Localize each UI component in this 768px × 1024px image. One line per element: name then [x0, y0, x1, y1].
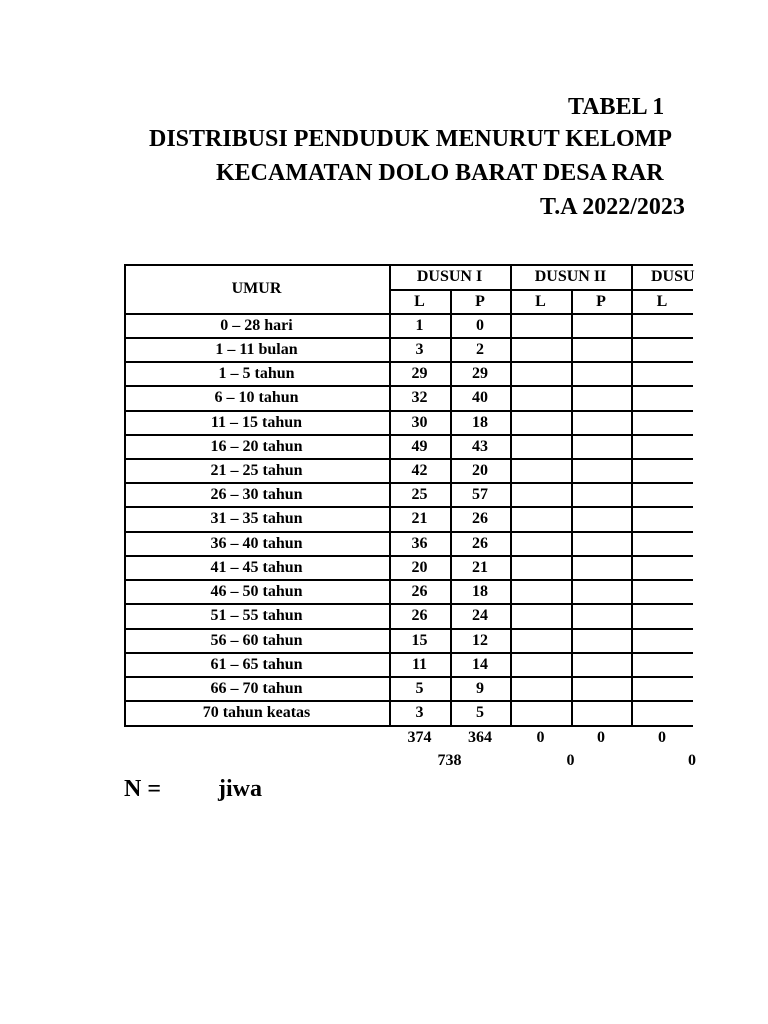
dusun-1-p-value: 57	[472, 486, 488, 503]
dusun-1-l-value: 3	[415, 341, 424, 358]
dusun-1-l-value: 3	[415, 704, 424, 721]
sub-header-l: L	[535, 293, 546, 310]
age-group-label: 41 – 45 tahun	[210, 559, 303, 576]
column-total: 0	[658, 729, 666, 746]
column-divider	[510, 264, 512, 727]
dusun-1-p-value: 18	[472, 583, 488, 600]
dusun-1-p-value: 0	[476, 317, 484, 334]
dusun-1-p-value: 2	[476, 341, 484, 358]
dusun-1-p-value: 14	[472, 656, 488, 673]
column-divider	[631, 264, 633, 727]
dusun-1-l-value: 21	[411, 510, 428, 527]
dusun-1-l-value: 26	[411, 583, 428, 600]
age-group-label: 61 – 65 tahun	[210, 656, 303, 673]
dusun-1-l-value: 20	[411, 559, 428, 576]
dusun-2-grand-total: 0	[566, 752, 575, 769]
age-group-label: 0 – 28 hari	[220, 317, 293, 334]
sub-header-l: L	[414, 293, 425, 310]
dusun-1-p-value: 26	[472, 535, 488, 552]
table-number: TABEL 1	[568, 94, 665, 120]
dusun-1-p-value: 5	[476, 704, 484, 721]
age-group-label: 56 – 60 tahun	[210, 632, 303, 649]
dusun-1-l-value: 5	[415, 680, 424, 697]
dusun-1-header: DUSUN I	[416, 268, 483, 285]
dusun-1-p-value: 9	[476, 680, 484, 697]
umur-header: UMUR	[231, 280, 282, 297]
dusun-1-p-value: 40	[472, 389, 488, 406]
dusun-1-p-value: 26	[472, 510, 488, 527]
dusun-1-l-value: 32	[411, 389, 428, 406]
age-group-label: 51 – 55 tahun	[210, 607, 303, 624]
age-group-label: 66 – 70 tahun	[210, 680, 303, 697]
age-group-label: 16 – 20 tahun	[210, 438, 303, 455]
dusun-1-p-value: 24	[472, 607, 488, 624]
column-total: 364	[468, 729, 492, 746]
unit-label: jiwa	[218, 776, 262, 802]
column-divider	[571, 289, 573, 727]
age-group-label: 46 – 50 tahun	[210, 583, 303, 600]
dusun-2-header: DUSUN II	[534, 268, 607, 285]
dusun-1-p-value: 12	[472, 632, 488, 649]
age-group-label: 36 – 40 tahun	[210, 535, 303, 552]
dusun-1-l-value: 36	[411, 535, 428, 552]
dusun-3-grand-total: 0	[688, 752, 696, 769]
column-total: 0	[536, 729, 545, 746]
dusun-1-l-value: 15	[411, 632, 428, 649]
age-group-label: 26 – 30 tahun	[210, 486, 303, 503]
dusun-1-p-value: 20	[472, 462, 488, 479]
age-group-label: 1 – 5 tahun	[218, 365, 295, 382]
sub-header-p: P	[596, 293, 606, 310]
dusun-1-p-value: 21	[472, 559, 488, 576]
column-total: 374	[407, 729, 432, 746]
dusun-1-l-value: 1	[415, 317, 424, 334]
n-label: N =	[124, 776, 162, 802]
dusun-1-l-value: 29	[411, 365, 428, 382]
sub-header-l: L	[656, 293, 668, 310]
dusun-1-p-value: 29	[472, 365, 488, 382]
table-subtitle-year: T.A 2022/2023	[540, 194, 685, 220]
age-group-label: 31 – 35 tahun	[210, 510, 303, 527]
table-subtitle-location: KECAMATAN DOLO BARAT DESA RAR	[216, 160, 664, 186]
table-title: DISTRIBUSI PENDUDUK MENURUT KELOMP	[149, 126, 672, 152]
dusun-1-p-value: 43	[472, 438, 488, 455]
dusun-1-l-value: 26	[411, 607, 428, 624]
age-group-label: 11 – 15 tahun	[210, 414, 303, 431]
dusun-1-l-value: 30	[411, 414, 428, 431]
age-group-label: 21 – 25 tahun	[210, 462, 303, 479]
dusun-1-l-value: 49	[411, 438, 428, 455]
dusun-1-l-value: 42	[411, 462, 428, 479]
dusun-1-l-value: 11	[411, 656, 428, 673]
dusun-1-p-value: 18	[472, 414, 488, 431]
dusun-1-grand-total: 738	[437, 752, 462, 769]
column-total: 0	[597, 729, 605, 746]
age-group-label: 70 tahun keatas	[202, 704, 311, 721]
dusun-3-header: DUSU	[651, 268, 695, 285]
age-group-label: 1 – 11 bulan	[215, 341, 298, 358]
dusun-1-l-value: 25	[411, 486, 428, 503]
sub-header-p: P	[475, 293, 485, 310]
age-group-label: 6 – 10 tahun	[214, 389, 299, 406]
